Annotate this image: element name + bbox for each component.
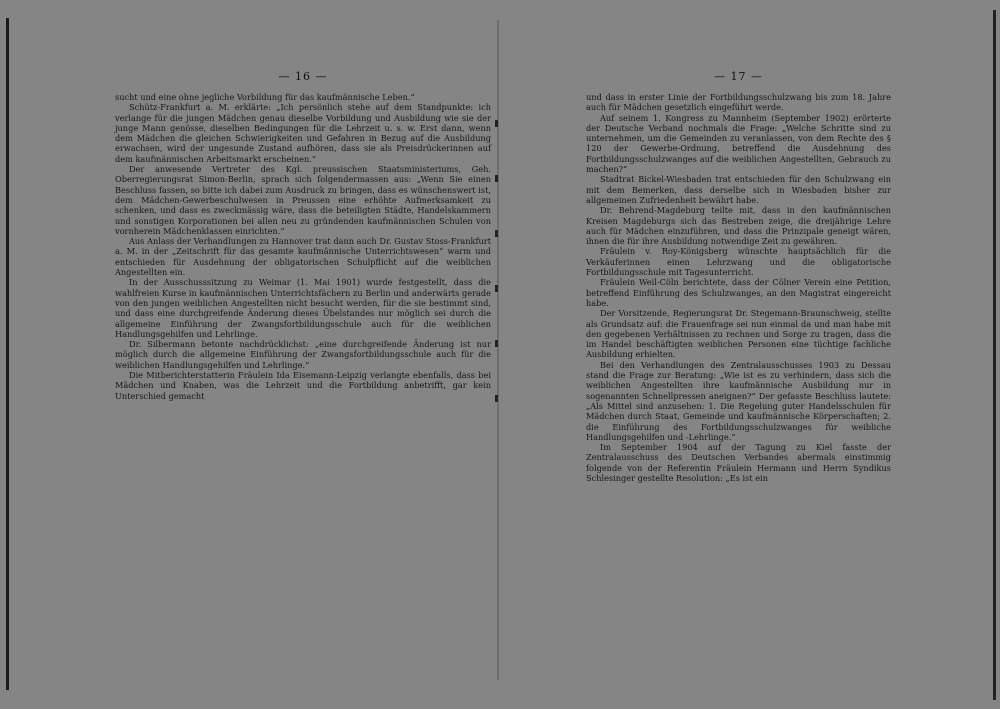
- paragraph: Der anwesende Vertreter des Kgl. preussischen Staatsministeriums, Geh. Oberregierungsrat Simon-Berlin, sprach sich folgendermassen aus: „Wenn Sie einen Beschluss fassen, so bitte ich dabei zum Ausdruck zu bringen, dass es wünschenswert ist, dem Mädchen-Gewerbeschulwesen in Preussen eine erhöhte Aufmerksamkeit zu schenken, und dass es zweckmässig wäre, dass die beteiligten Städte, Handelskammern und sonstigen Korporationen bei allen neu zu gründenden kaufmännischen Schulen von vornherein Mädchenklassen einrichten.“: [115, 164, 491, 236]
- gutter-binding-marks: [491, 120, 505, 450]
- paragraph: Auf seinem 1. Kongress zu Mannheim (September 1902) erörterte der Deutsche Verband nochmals die Frage: „Welche Schritte sind zu unternehmen, um die Gemeinden zu veranlassen, von dem Rechte des § 120 der Gewerbe-Ordnung, betreffend die Ausdehnung des Fortbildungsschulzwanges auf die weiblichen Angestellten, Gebrauch zu machen?“: [586, 112, 891, 175]
- right-book-edge: [993, 10, 996, 700]
- paragraph: Schütz-Frankfurt a. M. erklärte: „Ich persönlich stehe auf dem Standpunkte: ich verlange für die jungen Mädchen genau dieselbe Vorbildung und Ausbildung wie sie der junge Mann genösse, dieselben Bedingungen für die Lehrzeit u. s. w. Erst dann, wenn dem Mädchen die gleichen Schwierigkeiten und Gefahren in Bezug auf die Ausbildung erwachsen, wird der ungesunde Zustand aufhören, dass sie als Preisdrückerinnen auf dem kaufmännischen Arbeitsmarkt erscheinen.“: [115, 102, 491, 164]
- left-page-number: — 16 —: [278, 70, 328, 83]
- paragraph: Im September 1904 auf der Tagung zu Kiel fasste der Zentralausschuss des Deutschen Verbandes abermals einstimmig folgende von der Referentin Fräulein Hermann und Herrn Syndikus Schlesinger gestellte Resolution: „Es ist ein: [586, 442, 891, 483]
- right-page: [586, 70, 891, 483]
- left-book-edge: [6, 18, 9, 690]
- paragraph: Aus Anlass der Verhandlungen zu Hannover trat dann auch Dr. Gustav Stoss-Frankfurt a. M. in der „Zeitschrift für das gesamte kaufmännische Unterrichtswesen“ warm und entschieden für Ausdehnung der obligatorischen Schulpflicht auf die weiblichen Angestellten ein.: [115, 236, 491, 278]
- left-page-text: [115, 92, 491, 401]
- paragraph: sucht und eine ohne jegliche Vorbildung für das kaufmännische Leben.“: [115, 92, 415, 102]
- paragraph: Fräulein Weil-Cöln berichtete, dass der Cölner Verein eine Petition, betreffend Einführung des Schulzwanges, an den Magistrat eingereicht habe.: [586, 277, 891, 308]
- paragraph: Fräulein v. Roy-Königsberg wünschte hauptsächlich für die Verkäuferinnen einen Lehrzwang und die obligatorische Fortbildungsschule mit Tagesunterricht.: [586, 246, 891, 278]
- paragraph: und dass in erster Linie der Fortbildungsschulzwang bis zum 18. Jahre auch für Mädchen gesetzlich eingeführt werde.: [586, 92, 891, 113]
- paragraph: Bei den Verhandlungen des Zentralausschusses 1903 zu Dessau stand die Frage zur Beratung: „Wie ist es zu verhindern, dass sich die weiblichen Angestellten ihre kaufmännische Ausbildung nur in sogenannten Schnellpressen aneignen?“ Der gefasste Beschluss lautete: „Als Mittel sind anzusehen: 1. Die Regelung guter Handelsschulen für Mädchen durch Staat, Gemeinde und kaufmännische Körperschaften; 2. die Einführung des Fortbildungsschulzwanges für weibliche Handlungsgehilfen und -Lehrlinge.“: [586, 359, 891, 442]
- left-page: [115, 70, 491, 401]
- paragraph: Dr. Silbermann betonte nachdrücklichst: „eine durchgreifende Änderung ist nur möglich durch die allgemeine Einführung der Zwangsfortbildungsschule auch für die weiblichen Handlungsgehilfen und Lehrlinge.“: [115, 339, 491, 370]
- paragraph: Stadtrat Bickel-Wiesbaden trat entschieden für den Schulzwang ein mit dem Bemerken, dass derselbe sich in Wiesbaden bisher zur allgemeinen Zufriedenheit bewährt habe.: [586, 174, 891, 205]
- right-page-text: [586, 92, 891, 483]
- paragraph: In der Ausschusssitzung zu Weimar (1. Mai 1901) wurde festgestellt, dass die wahlfreien Kurse in kaufmännischen Unterrichtsfächern zu Berlin und anderwärts gerade von den jungen weiblichen Angestellten nicht besucht werden, für die sie bestimmt sind, und dass eine durchgreifende Änderung dieses Übelstandes nur möglich sei durch die allgemeine Einführung der Zwangsfortbildungsschule auch für die weiblichen Handlungsgehilfen und Lehrlinge.: [115, 277, 491, 339]
- paragraph: Dr. Behrend-Magdeburg teilte mit, dass in den kaufmännischen Kreisen Magdeburgs sich das Bestreben zeige, die dreijährige Lehre auch für Mädchen einzuführen, und dass die Prinzipale geneigt wären, ihnen die für ihre Ausbildung notwendige Zeit zu gewähren.: [586, 205, 891, 247]
- right-page-number: — 17 —: [714, 70, 763, 83]
- paragraph: Die Mitberichterstatterin Fräulein Ida Eisemann-Leipzig verlangte ebenfalls, dass bei Mädchen und Knaben, was die Lehrzeit und die Fortbildung anbetrifft, gar kein Unterschied gemacht: [115, 370, 491, 401]
- paragraph: Der Vorsitzende, Regierungsrat Dr. Stegemann-Braunschweig, stellte als Grundsatz auf: die Frauenfrage sei nun einmal da und man habe mit den gegebenen Verhältnissen zu rechnen und Sorge zu tragen, dass die im Handel beschäftigten weiblichen Personen eine tüchtige fachliche Ausbildung erhielten.: [586, 308, 891, 360]
